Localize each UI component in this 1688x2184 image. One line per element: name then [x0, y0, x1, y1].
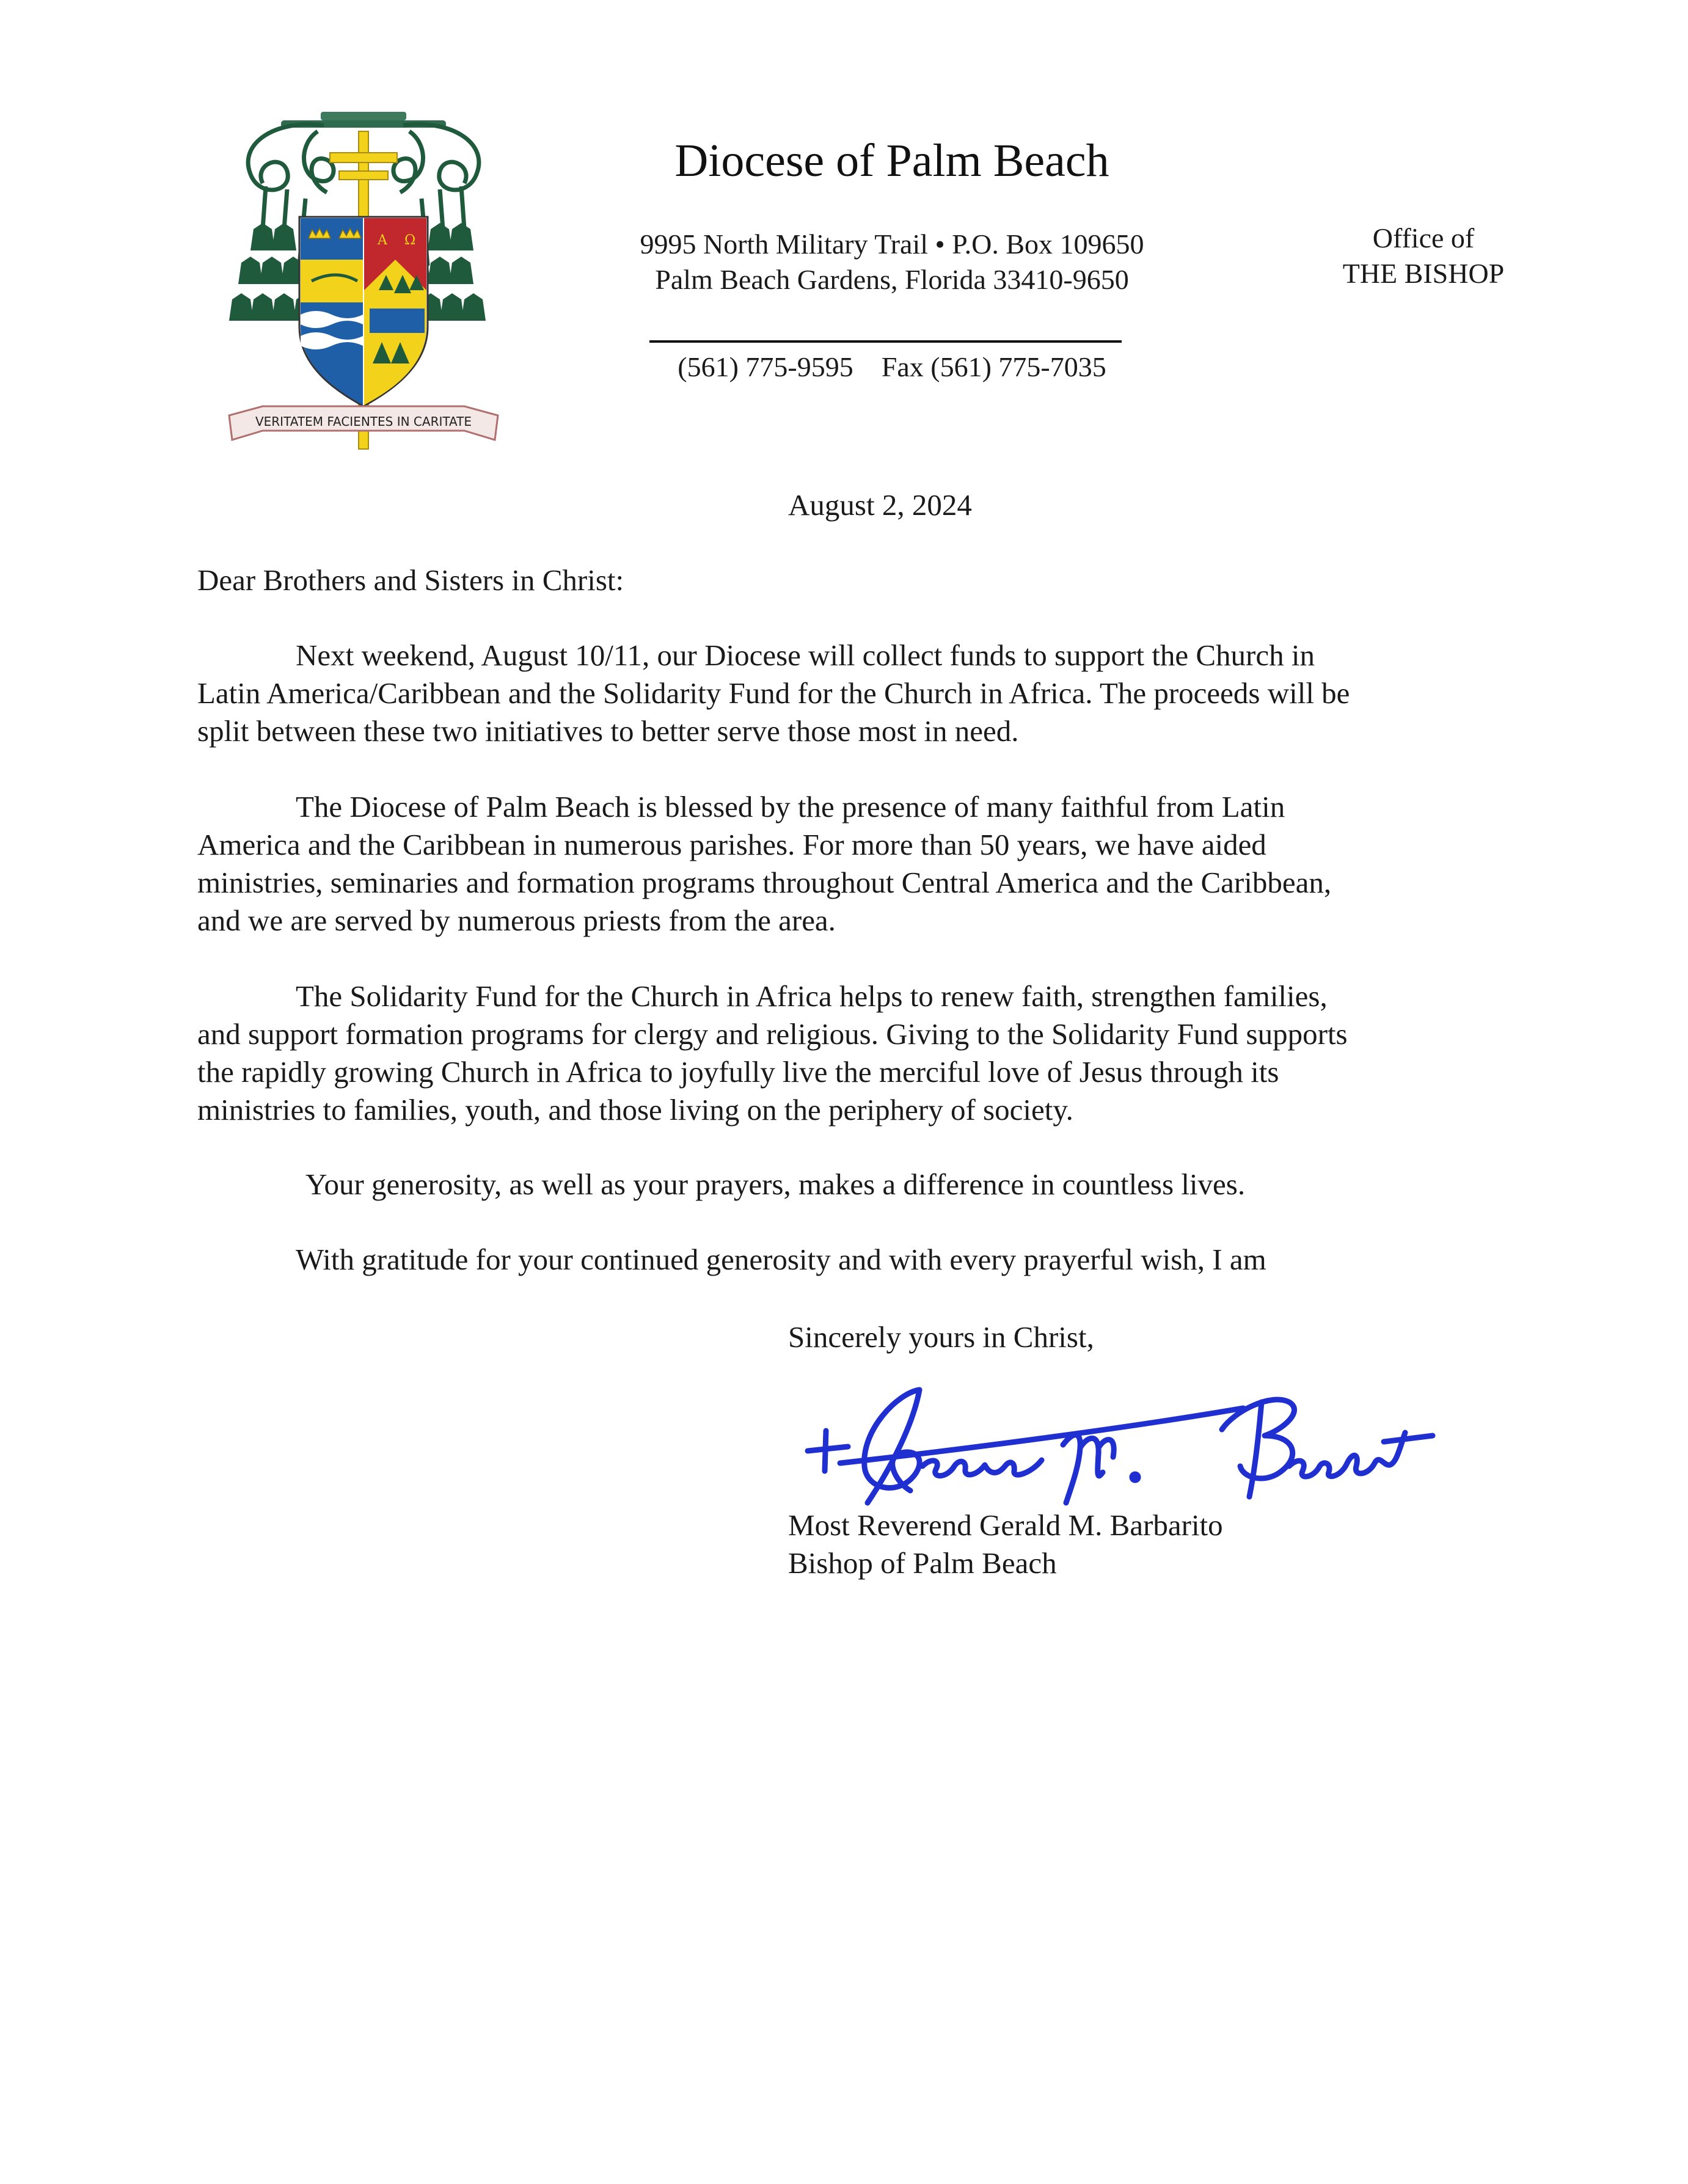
paragraph-2-line: ministries, seminaries and formation programs throughout Central America and the Caribbean, — [197, 866, 1332, 899]
letter-date: August 2, 2024 — [788, 488, 972, 522]
signer-title: Bishop of Palm Beach — [788, 1546, 1057, 1580]
office-label-line-2: THE BISHOP — [1342, 258, 1505, 289]
header-divider — [649, 340, 1122, 343]
svg-text:A: A — [378, 233, 387, 248]
svg-text:VERITATEM FACIENTES IN CARITAT: VERITATEM FACIENTES IN CARITATE — [255, 414, 472, 429]
paragraph-3-line: ministries to families, youth, and those living on the periphery of society. — [197, 1093, 1073, 1127]
svg-text:Ω: Ω — [404, 233, 416, 248]
paragraph-1-line: Next weekend, August 10/11, our Diocese will collect funds to support the Church in — [296, 638, 1315, 672]
paragraph-1-line: Latin America/Caribbean and the Solidarity Fund for the Church in Africa. The proceeds will be — [197, 676, 1350, 710]
fax-number: Fax (561) 775-7035 — [881, 351, 1106, 382]
address-line-2: Palm Beach Gardens, Florida 33410-9650 — [655, 264, 1129, 295]
paragraph-3-line: the rapidly growing Church in Africa to joyfully live the merciful love of Jesus through its — [197, 1055, 1279, 1089]
signature — [794, 1375, 1442, 1515]
paragraph-4: Your generosity, as well as your prayers, makes a difference in countless lives. — [305, 1167, 1246, 1201]
paragraph-2-line: and we are served by numerous priests from the area. — [197, 904, 836, 937]
contact-line — [586, 350, 1197, 384]
paragraph-3-line: The Solidarity Fund for the Church in Africa helps to renew faith, strengthen families, — [296, 979, 1328, 1013]
salutation: Dear Brothers and Sisters in Christ: — [197, 563, 624, 597]
paragraph-1-line: split between these two initiatives to better serve those most in need. — [197, 714, 1019, 748]
paragraph-5: With gratitude for your continued generosity and with every prayerful wish, I am — [296, 1243, 1266, 1276]
paragraph-3-line: and support formation programs for clergy and religious. Giving to the Solidarity Fund supports — [197, 1017, 1348, 1051]
paragraph-2-line: The Diocese of Palm Beach is blessed by the presence of many faithful from Latin — [296, 790, 1285, 824]
paragraph-1 — [197, 637, 1493, 750]
phone-number: (561) 775-9595 — [678, 351, 853, 382]
paragraph-3 — [197, 977, 1493, 1129]
office-label-line-1: Office of — [1372, 222, 1475, 254]
organization-name: Diocese of Palm Beach — [674, 135, 1109, 186]
paragraph-2 — [197, 788, 1493, 940]
paragraph-2-line: America and the Caribbean in numerous parishes. For more than 50 years, we have aided — [197, 828, 1266, 861]
coat-of-arms-logo — [226, 107, 501, 455]
address-line-1: 9995 North Military Trail • P.O. Box 109650 — [640, 228, 1144, 260]
signer-name: Most Reverend Gerald M. Barbarito — [788, 1508, 1223, 1542]
closing: Sincerely yours in Christ, — [788, 1320, 1094, 1354]
